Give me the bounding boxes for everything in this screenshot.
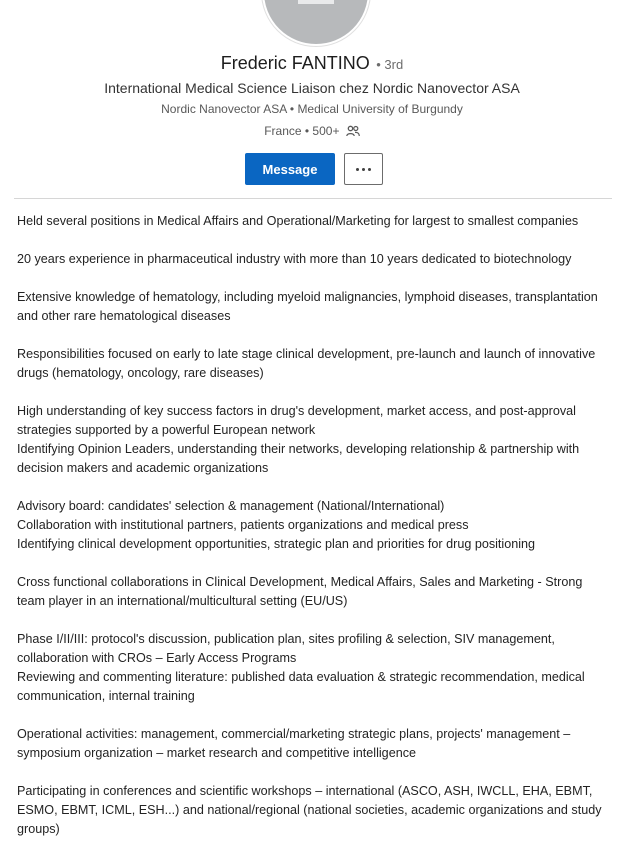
connection-degree: • 3rd bbox=[376, 57, 404, 72]
connections-count[interactable]: • 500+ bbox=[304, 124, 340, 138]
about-line: Phase I/II/III: protocol's discussion, publication plan, sites profiling & selection, SIV management, collaboration with CROs – Early Access Programs bbox=[17, 632, 555, 665]
more-horizontal-icon bbox=[368, 168, 371, 171]
about-paragraph bbox=[17, 250, 613, 269]
about-paragraph bbox=[17, 630, 613, 706]
profile-name: Frederic FANTINO bbox=[220, 53, 370, 73]
about-paragraph bbox=[17, 402, 613, 478]
about-line: Cross functional collaborations in Clinical Development, Medical Affairs, Sales and Marketing - Strong team player in an international/multicultural setting (EU/US) bbox=[17, 575, 583, 608]
company-link[interactable]: Nordic Nanovector ASA bbox=[161, 102, 287, 116]
profile-location: France bbox=[264, 124, 302, 138]
more-horizontal-icon bbox=[362, 168, 365, 171]
people-icon bbox=[346, 124, 360, 142]
about-line: Collaboration with institutional partners, patients organizations and medical press bbox=[17, 518, 469, 532]
about-paragraph bbox=[17, 497, 613, 554]
profile-location-line bbox=[0, 122, 624, 142]
about-paragraph bbox=[17, 288, 613, 326]
about-line: Advisory board: candidates' selection & management (National/International) bbox=[17, 499, 445, 513]
affiliation-separator: • bbox=[289, 102, 295, 116]
about-section bbox=[17, 212, 613, 858]
school-link[interactable]: Medical University of Burgundy bbox=[297, 102, 463, 116]
about-line: Identifying Opinion Leaders, understanding their networks, developing relationship & partnership with decision makers and academic organizations bbox=[17, 442, 580, 475]
profile-header bbox=[0, 50, 624, 142]
avatar-placeholder-icon bbox=[298, 0, 334, 4]
about-paragraph bbox=[17, 573, 613, 611]
about-line: Operational activities: management, commercial/marketing strategic plans, projects' management – symposium organization – market research and competitive intelligence bbox=[17, 727, 571, 760]
about-line: Extensive knowledge of hematology, including myeloid malignancies, lymphoid diseases, transplantation and other rare hematological diseases bbox=[17, 290, 598, 323]
more-horizontal-icon bbox=[356, 168, 359, 171]
about-line: Identifying clinical development opportunities, strategic plan and priorities for drug positioning bbox=[17, 537, 536, 551]
section-divider bbox=[14, 198, 612, 199]
about-paragraph bbox=[17, 725, 613, 763]
about-line: 20 years experience in pharmaceutical industry with more than 10 years dedicated to biotechnology bbox=[17, 252, 572, 266]
about-paragraph bbox=[17, 212, 613, 231]
about-line: High understanding of key success factors in drug's development, market access, and post-approval strategies supported by a powerful European network bbox=[17, 404, 576, 437]
name-line bbox=[0, 50, 624, 76]
about-paragraph bbox=[17, 782, 613, 839]
profile-affiliations bbox=[0, 100, 624, 118]
avatar[interactable] bbox=[262, 0, 370, 46]
about-paragraph bbox=[17, 345, 613, 383]
about-line: Held several positions in Medical Affairs and Operational/Marketing for largest to smallest companies bbox=[17, 214, 579, 228]
about-line: Reviewing and commenting literature: published data evaluation & strategic recommendation, medical communication, internal training bbox=[17, 670, 585, 703]
about-line: Responsibilities focused on early to late stage clinical development, pre-launch and launch of innovative drugs (hematology, oncology, rare diseases) bbox=[17, 347, 596, 380]
profile-headline: International Medical Science Liaison chez Nordic Nanovector ASA bbox=[104, 80, 520, 96]
more-actions-button[interactable] bbox=[344, 153, 383, 185]
message-button[interactable]: Message bbox=[245, 153, 335, 185]
about-line: Participating in conferences and scientific workshops – international (ASCO, ASH, IWCLL, EHA, EBMT, ESMO, EBMT, ICML, ESH...) and national/regional (national societies, academic organizations and study groups) bbox=[17, 784, 602, 836]
